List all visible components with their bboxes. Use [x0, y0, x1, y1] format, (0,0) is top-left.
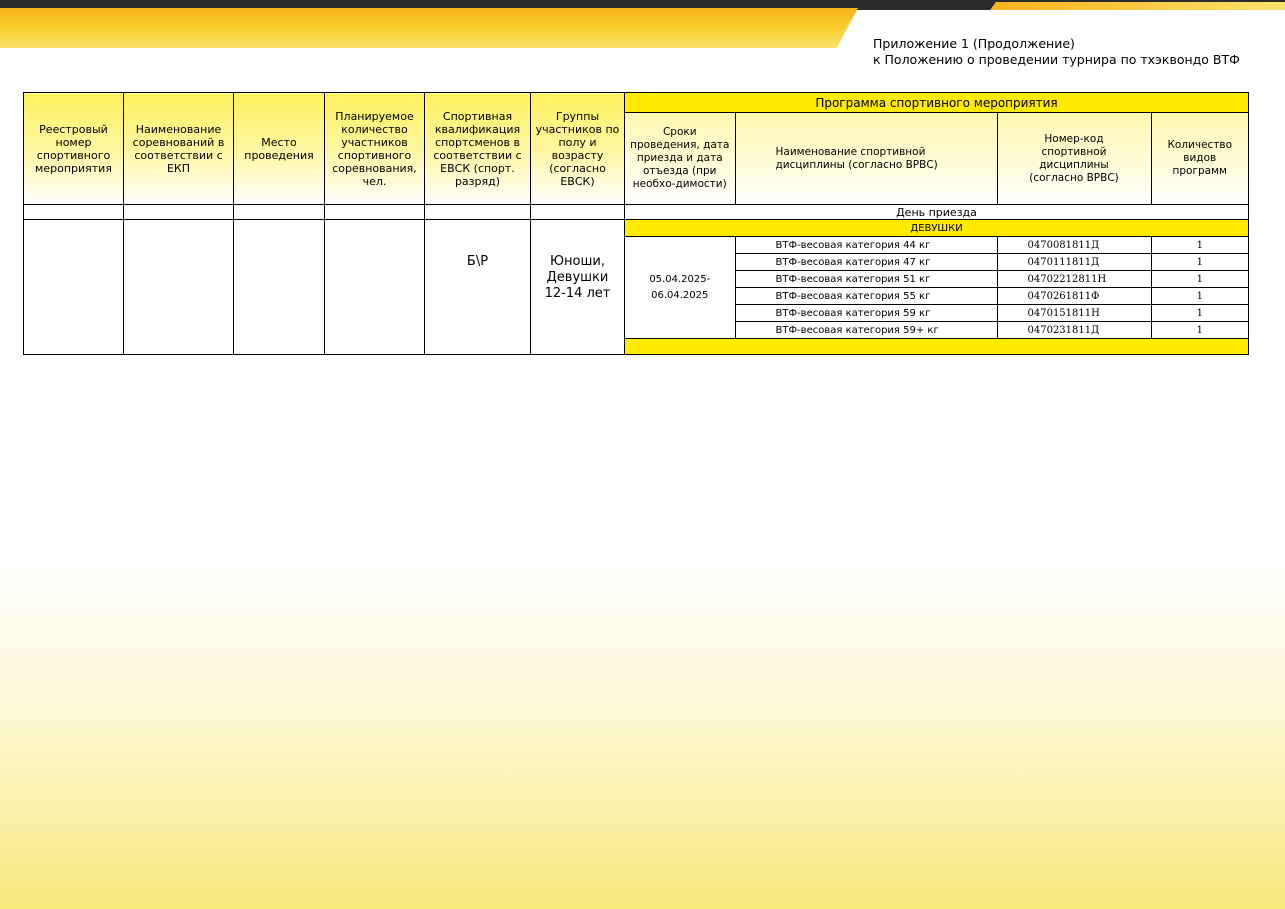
discipline-count: 1 — [1151, 322, 1248, 339]
program-body-cell — [625, 220, 1249, 355]
header-groups: Группы участников по полу и возрасту (согласно ЕВСК) — [531, 93, 625, 205]
header-venue: Место проведения — [234, 93, 325, 205]
header-code: Номер-код спортивной дисциплины (согласно ВРВС) — [997, 113, 1151, 204]
discipline-name: ВТФ-весовая категория 59+ кг — [735, 322, 997, 339]
header-program-count: Количество видов программ — [1151, 113, 1248, 204]
venue-cell — [234, 220, 325, 355]
discipline-count: 1 — [1151, 305, 1248, 322]
qualification-value: Б\Р — [425, 220, 531, 355]
discipline-name: ВТФ-весовая категория 59 кг — [735, 305, 997, 322]
discipline-code: 0470261811Ф — [997, 288, 1151, 305]
discipline-code: 0470231811Д — [997, 322, 1151, 339]
planned-count-cell — [325, 220, 425, 355]
header-registry: Реестровый номер спортивного мероприятия — [24, 93, 124, 205]
arrival-row-cell-3 — [234, 205, 325, 220]
appendix-caption — [873, 36, 1240, 68]
discipline-count: 1 — [1151, 254, 1248, 271]
discipline-code: 0470111811Д — [997, 254, 1151, 271]
arrival-row-cell-4 — [325, 205, 425, 220]
footer-yellow-bar — [625, 339, 1248, 355]
top-yellow-band — [0, 8, 858, 48]
groups-value: Юноши, Девушки 12-14 лет — [531, 220, 625, 355]
discipline-name: ВТФ-весовая категория 51 кг — [735, 271, 997, 288]
discipline-code: 0470081811Д — [997, 237, 1151, 254]
registry-cell — [24, 220, 124, 355]
program-subheader — [625, 113, 1248, 204]
program-table — [23, 92, 1249, 355]
top-right-stripe — [990, 2, 1285, 10]
arrival-row-cell-6 — [531, 205, 625, 220]
girls-label: ДЕВУШКИ — [625, 220, 1248, 237]
discipline-name: ВТФ-весовая категория 47 кг — [735, 254, 997, 271]
competition-name-cell — [124, 220, 234, 355]
header-qualification: Спортивная квалификация спортсменов в соответствии с ЕВСК (спорт. разряд) — [425, 93, 531, 205]
discipline-code: 0470151811Н — [997, 305, 1151, 322]
arrival-row-cell-1 — [24, 205, 124, 220]
appendix-line-1: Приложение 1 (Продолжение) — [873, 36, 1075, 51]
discipline-name: ВТФ-весовая категория 55 кг — [735, 288, 997, 305]
header-program: Программа спортивного мероприятия — [625, 93, 1249, 113]
appendix-line-2: к Положению о проведении турнира по тхэквондо ВТФ — [873, 52, 1240, 67]
discipline-count: 1 — [1151, 288, 1248, 305]
discipline-code: 04702212811Н — [997, 271, 1151, 288]
header-dates: Сроки проведения, дата приезда и дата отъезда (при необхо-димости) — [625, 113, 735, 204]
program-body — [625, 220, 1248, 354]
header-competition-name: Наименование соревнований в соответствии с ЕКП — [124, 93, 234, 205]
discipline-count: 1 — [1151, 271, 1248, 288]
discipline-name: ВТФ-весовая категория 44 кг — [735, 237, 997, 254]
discipline-count: 1 — [1151, 237, 1248, 254]
arrival-row-cell-5 — [425, 205, 531, 220]
program-subheader-cell — [625, 113, 1249, 205]
dates-value: 05.04.2025-06.04.2025 — [625, 237, 735, 339]
header-planned-count: Планируемое количество участников спортивного соревнования, чел. — [325, 93, 425, 205]
arrival-row-cell-2 — [124, 205, 234, 220]
header-discipline: Наименование спортивной дисциплины (согласно ВРВС) — [735, 113, 997, 204]
arrival-day: День приезда — [625, 205, 1249, 220]
